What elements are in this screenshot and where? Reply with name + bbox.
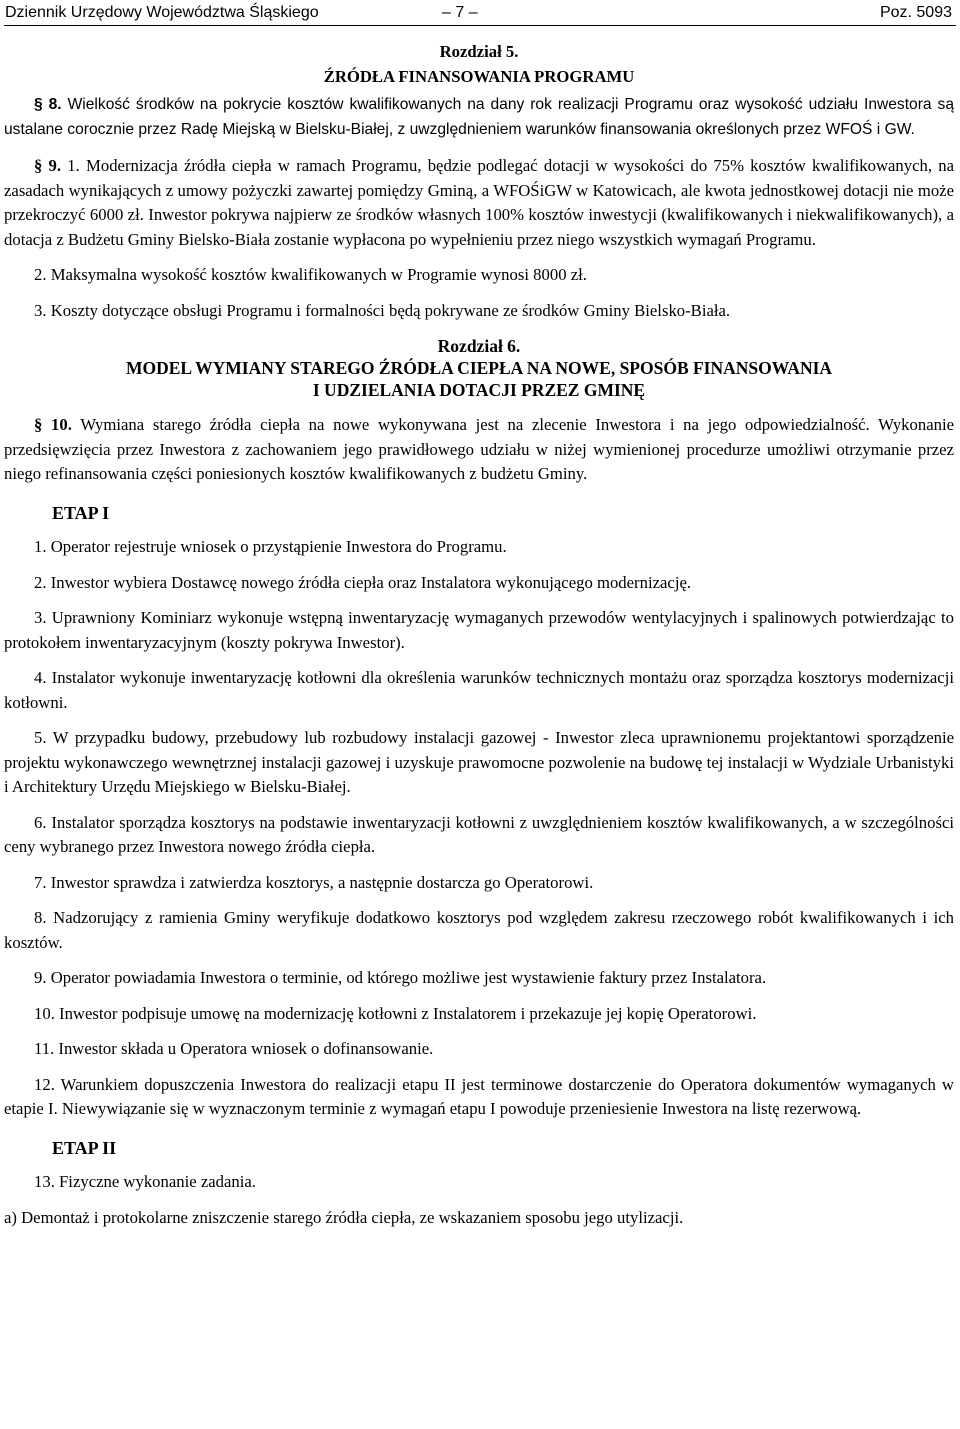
section-9-text-1: 1. Modernizacja źródła ciepła w ramach Programu, będzie podlegać dotacji w wysokości do 75% kosztów kwalifikowanych, na zasadach wynikających z umowy pożyczki zawartej pomiędzy Gminą, a WFOŚiGW w Katowicach, ale kwota jednostkowej dotacji nie może przekroczyć 6000 zł. Inwestor pokrywa najpierw ze środków własnych 100% kosztów inwestycji (kwalifikowanych i niekwalifikowanych), a dotacja z Budżetu Gminy Bielsko-Biała zostanie wypłacona po wypełnieniu przez niego wszystkich wymagań Programu. (4, 156, 955, 249)
etap2-item-13: 13. Fizyczne wykonanie zadania. (34, 1172, 256, 1191)
etap1-item-12: 12. Warunkiem dopuszczenia Inwestora do realizacji etapu II jest terminowe dostarczenie do Operatora dokumentów wymaganych w etapie I. Niewywiązanie się w wyznaczonym terminie z wymagań etapu I powoduje przeniesienie Inwestora na listę rezerwową. (4, 1074, 954, 1118)
section-8-number: § 8. (34, 96, 62, 113)
etap1-item-7: 7. Inwestor sprawdza i zatwierdza kosztorys, a następnie dostarcza go Operatorowi. (34, 872, 594, 892)
chapter6-title-line2: I UDZIELANIA DOTACJI PRZEZ GMINĘ (312, 380, 646, 400)
section-10 (4, 413, 954, 487)
etap1-item-6: 6. Instalator sporządza kosztorys na podstawie inwentaryzacji kotłowni z uwzględnieniem kosztów kwalifikowanych, a w szczególności ceny wybranego przez Inwestora nowego źródła ciepła. (4, 812, 954, 856)
section-9-paragraph-1 (4, 154, 954, 252)
page-header (5, 2, 952, 26)
etap1-item-10: 10. Inwestor podpisuje umowę na modernizację kotłowni z Instalatorem i przekazuje jej kopię Operatorowi. (34, 1003, 757, 1023)
section-10-number: § 10. (34, 415, 72, 434)
etap1-item-5: 5. W przypadku budowy, przebudowy lub rozbudowy instalacji gazowej - Inwestor zleca uprawnionemu projektantowi sporządzenie projektu wykonawczego wewnętrznej instalacji gazowej i uzyskuje prawomocne pozwolenie na budowę tej instalacji w Wydziale Urbanistyki i Architektury Urzędu Miejskiego w Bielsku-Białej. (4, 728, 954, 796)
etap1-item-11: 11. Inwestor składa u Operatora wniosek o dofinansowanie. (34, 1039, 434, 1058)
section-9-number: § 9. (34, 156, 62, 175)
etap1-item-2: 2. Inwestor wybiera Dostawcę nowego źródła ciepła oraz Instalatora wykonującego modernizację. (34, 572, 692, 592)
chapter6-label: Rozdział 6. (437, 336, 521, 356)
etap-1-heading: ETAP I (52, 502, 110, 523)
journal-title: Dziennik Urzędowy Województwa Śląskiego (5, 4, 319, 21)
section-8-text: Wielkość środków na pokrycie kosztów kwalifikowanych na dany rok realizacji Programu oraz wysokość udziału Inwestora są ustalane corocznie przez Radę Miejską w Bielsku-Białej, z uwzględnieniem warunków finansowania określonych przez WFOŚ i GW. (4, 96, 955, 138)
section-9-paragraph-2: 2. Maksymalna wysokość kosztów kwalifikowanych w Programie wynosi 8000 zł. (34, 265, 587, 284)
etap1-item-3: 3. Uprawniony Kominiarz wykonuje wstępną inwentaryzację wymaganych przewodów wentylacyjnych i spalinowych potwierdzając to protokołem inwentaryzacyjnym (koszty pokrywa Inwestor). (4, 608, 954, 652)
etap1-item-9: 9. Operator powiadamia Inwestora o terminie, od którego możliwe jest wystawienie faktury przez Instalatora. (34, 968, 767, 987)
chapter5-title: ŹRÓDŁA FINANSOWANIA PROGRAMU (323, 66, 635, 86)
position-number: Poz. 5093 (879, 4, 952, 21)
etap1-item-8: 8. Nadzorujący z ramienia Gminy weryfikuje dodatkowo kosztorys pod względem zakresu rzeczowego robót kwalifikowanych i ich kosztów. (4, 908, 954, 952)
section-8 (4, 93, 954, 142)
chapter5-label: Rozdział 5. (439, 42, 519, 61)
section-9-paragraph-3: 3. Koszty dotyczące obsługi Programu i formalności będą pokrywane ze środków Gminy Bielsko-Biała. (34, 300, 731, 320)
etap2-item-13a: a) Demontaż i protokolarne zniszczenie starego źródła ciepła, ze wskazaniem sposobu jego utylizacji. (4, 1207, 684, 1227)
page-number: – 7 – (442, 4, 478, 21)
document-body (4, 40, 954, 1230)
chapter6-title-line1: MODEL WYMIANY STAREGO ŹRÓDŁA CIEPŁA NA NOWE, SPOSÓB FINANSOWANIA (125, 358, 833, 378)
etap1-item-1: 1. Operator rejestruje wniosek o przystąpienie Inwestora do Programu. (34, 537, 507, 556)
header-rule (4, 25, 956, 26)
etap1-item-4: 4. Instalator wykonuje inwentaryzację kotłowni dla określenia warunków technicznych montażu oraz sporządza kosztorys modernizacji kotłowni. (4, 668, 954, 712)
section-10-text: Wymiana starego źródła ciepła na nowe wykonywana jest na zlecenie Inwestora i na jego odpowiedzialność. Wykonanie przedsięwzięcia przez Inwestora z zachowaniem jego prawidłowego udziału w niżej wymienionej procedurze umożliwi otrzymanie przez niego refinansowania części poniesionych kosztów kwalifikowanych z budżetu Gminy. (4, 415, 954, 483)
etap-2-heading: ETAP II (52, 1137, 117, 1158)
